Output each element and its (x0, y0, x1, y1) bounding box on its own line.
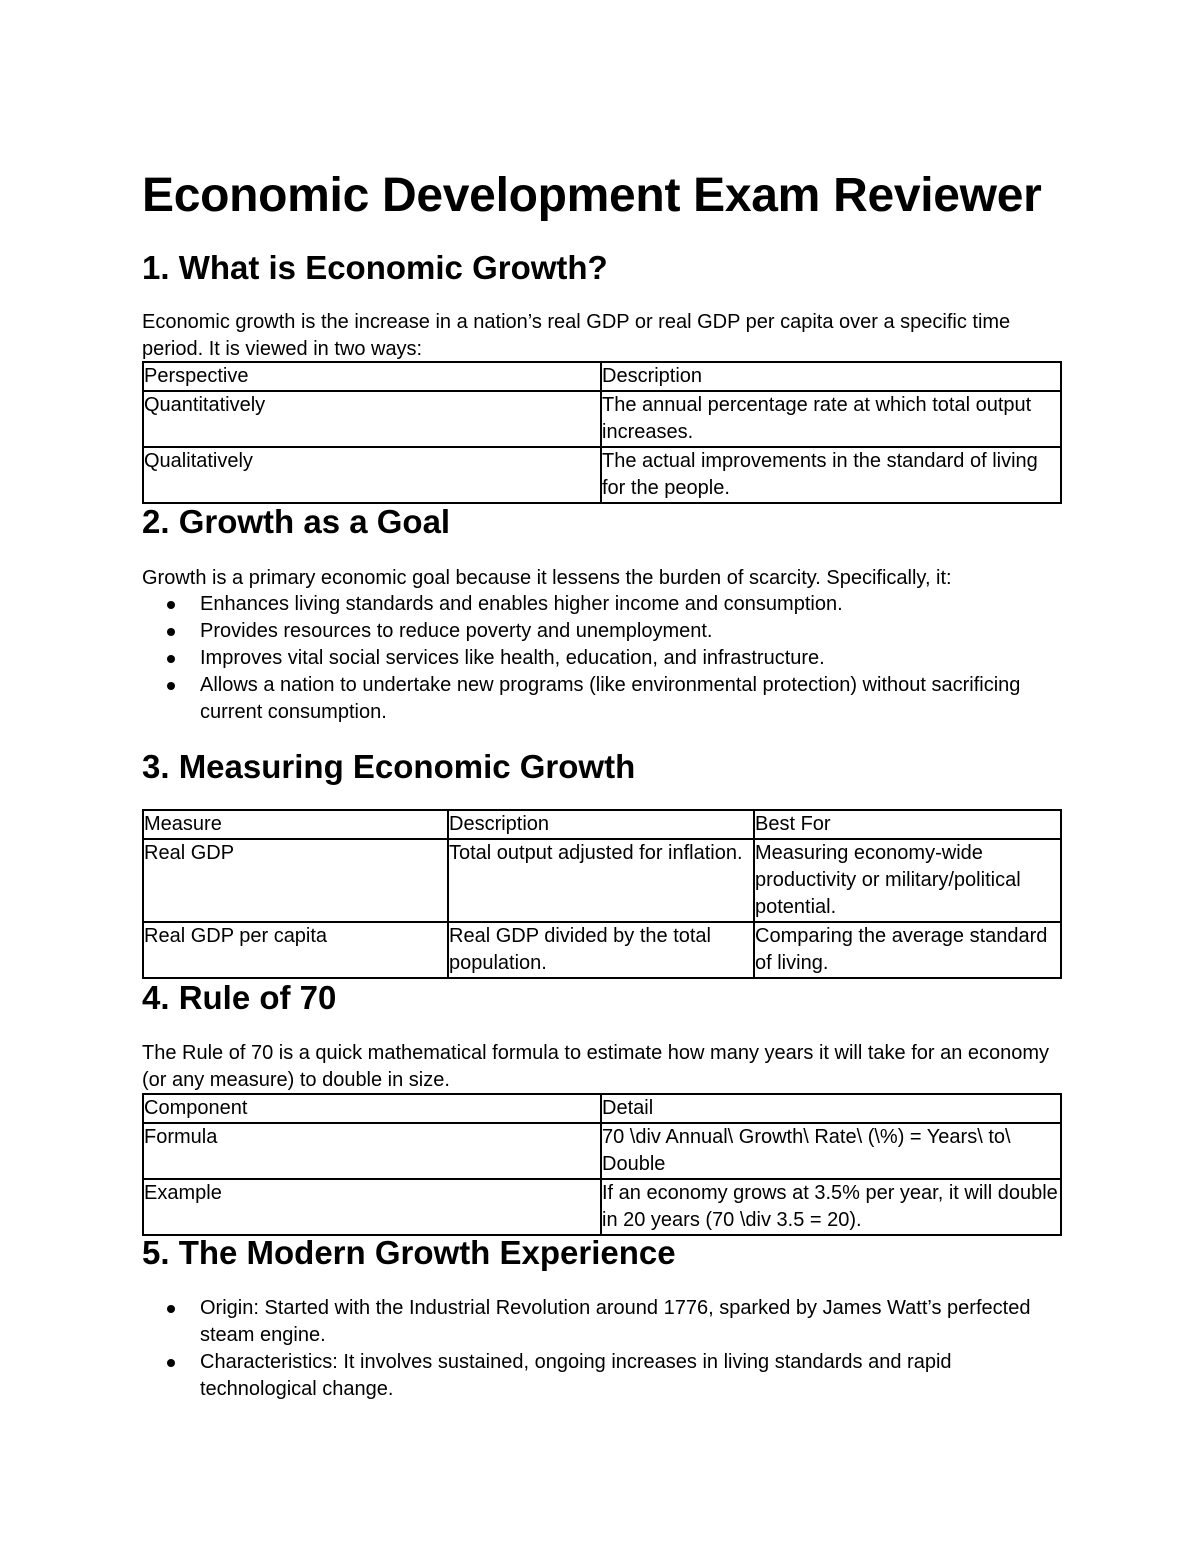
table-cell: Real GDP divided by the total population. (448, 922, 754, 978)
table-cell: Example (143, 1179, 601, 1235)
section-1-heading: 1. What is Economic Growth? (142, 249, 608, 286)
table-cell: Quantitatively (143, 391, 601, 447)
table-row (143, 1179, 1061, 1235)
table-header-row (143, 362, 1061, 391)
section-3-heading: 3. Measuring Economic Growth (142, 748, 636, 785)
table-row (143, 1123, 1061, 1179)
table-row (143, 391, 1061, 447)
table-header-cell: Component (143, 1094, 601, 1123)
document-title: Economic Development Exam Reviewer (142, 169, 1042, 222)
table-cell: Measuring economy-wide productivity or military/political potential. (754, 839, 1061, 922)
table-cell: 70 \div Annual\ Growth\ Rate\ (\%) = Years\ to\ Double (601, 1123, 1061, 1179)
table-header-cell: Perspective (143, 362, 601, 391)
list-item (142, 1349, 1060, 1403)
table-cell: Total output adjusted for inflation. (448, 839, 754, 922)
section-1-intro: Economic growth is the increase in a nation’s real GDP or real GDP per capita over a specific time period. It is viewed in two ways: (142, 311, 1011, 360)
table-cell: The annual percentage rate at which total output increases. (601, 391, 1061, 447)
list-item (142, 618, 1060, 645)
table-header-row (143, 1094, 1061, 1123)
table-cell: If an economy grows at 3.5% per year, it will double in 20 years (70 \div 3.5 = 20). (601, 1179, 1061, 1235)
list-item-text: Improves vital social services like health, education, and infrastructure. (200, 647, 825, 669)
perspective-table (142, 361, 1062, 504)
section-4-heading: 4. Rule of 70 (142, 979, 337, 1016)
table-header-cell: Description (601, 362, 1061, 391)
list-item (142, 1295, 1060, 1349)
list-item (142, 645, 1060, 672)
table-row (143, 447, 1061, 503)
rule-of-70-table (142, 1093, 1062, 1236)
table-header-cell: Measure (143, 810, 448, 839)
bullet-icon (167, 601, 175, 609)
measure-table (142, 809, 1062, 979)
bullet-icon (167, 655, 175, 663)
section-4-intro: The Rule of 70 is a quick mathematical formula to estimate how many years it will take for an economy (or any measure) to double in size. (142, 1042, 1050, 1091)
table-header-cell: Detail (601, 1094, 1061, 1123)
table-cell: The actual improvements in the standard of living for the people. (601, 447, 1061, 503)
table-header-row (143, 810, 1061, 839)
bullet-icon (167, 682, 175, 690)
table-row (143, 839, 1061, 922)
table-cell: Formula (143, 1123, 601, 1179)
list-item-text: Provides resources to reduce poverty and unemployment. (200, 620, 713, 642)
section-2-intro: Growth is a primary economic goal because it lessens the burden of scarcity. Specifically, it: (142, 567, 952, 589)
bullet-icon (167, 1359, 175, 1367)
table-cell: Qualitatively (143, 447, 601, 503)
list-item-text: Characteristics: It involves sustained, ongoing increases in living standards and rapid technological change. (200, 1351, 952, 1400)
modern-growth-list (142, 1295, 1060, 1403)
list-item-text: Origin: Started with the Industrial Revolution around 1776, sparked by James Watt’s perfected steam engine. (200, 1297, 1031, 1346)
section-2-heading: 2. Growth as a Goal (142, 503, 451, 540)
bullet-icon (167, 1305, 175, 1313)
bullet-icon (167, 628, 175, 636)
growth-goal-list (142, 591, 1060, 726)
table-cell: Real GDP per capita (143, 922, 448, 978)
table-row (143, 922, 1061, 978)
list-item-text: Allows a nation to undertake new programs (like environmental protection) without sacrificing current consumption. (200, 674, 1021, 723)
table-header-cell: Description (448, 810, 754, 839)
table-cell: Real GDP (143, 839, 448, 922)
table-header-cell: Best For (754, 810, 1061, 839)
table-cell: Comparing the average standard of living. (754, 922, 1061, 978)
list-item (142, 672, 1060, 726)
section-5-heading: 5. The Modern Growth Experience (142, 1234, 676, 1271)
list-item (142, 591, 1060, 618)
list-item-text: Enhances living standards and enables higher income and consumption. (200, 593, 843, 615)
